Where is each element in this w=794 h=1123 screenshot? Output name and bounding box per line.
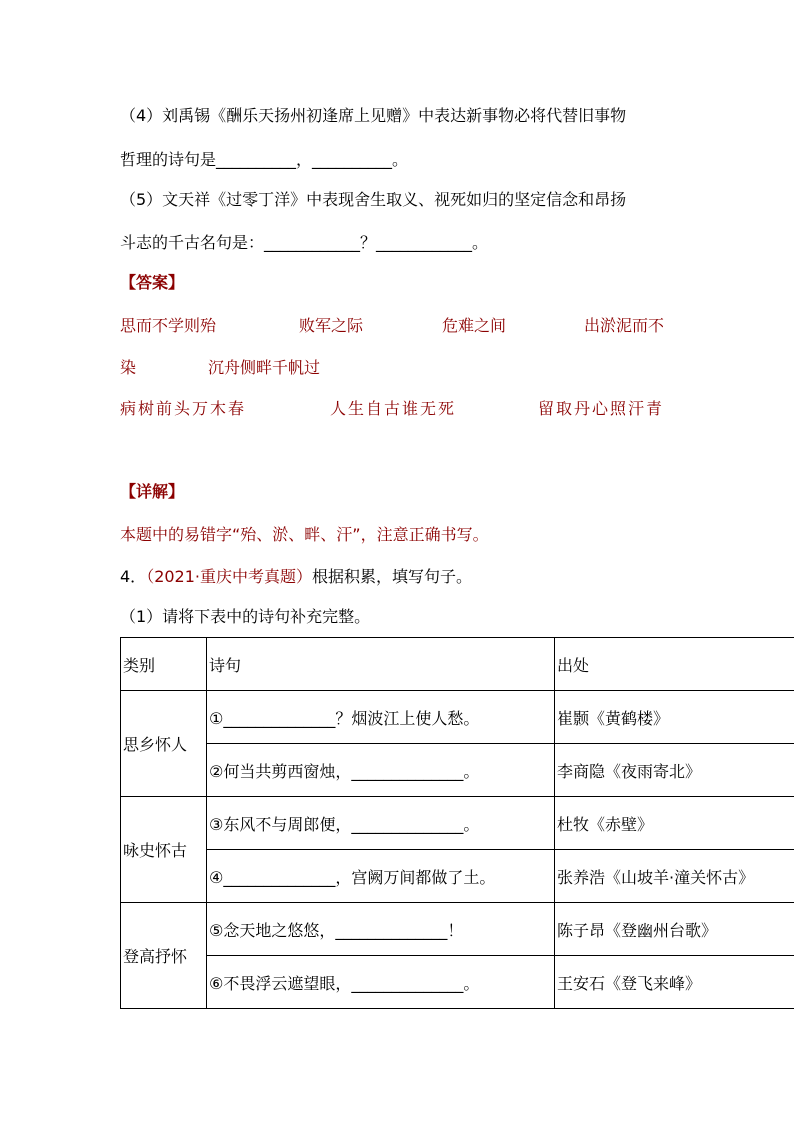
answer-item: 病树前头万木春 [120,399,247,418]
q4-title [120,567,472,587]
answer-item: 沉舟侧畔千帆过 [208,358,321,377]
verse-cell: ⑥不畏浮云遮望眼，______________。 [207,956,555,1009]
answer-item: 染 [120,358,137,377]
table-row [121,691,794,744]
header-category: 类别 [121,638,207,691]
q3-item4-line1: （4）刘禹锡《酬乐天扬州初逢席上见赠》中表达新事物必将代替旧事物 [120,106,627,125]
answer-item: 出淤泥而不 [584,316,665,335]
answer-item: 人生自古谁无死 [330,399,457,418]
source-cell: 张养浩《山坡羊·潼关怀古》 [555,850,794,903]
source-cell: 崔颢《黄鹤楼》 [555,691,794,744]
source-cell: 杜牧《赤壁》 [555,797,794,850]
category-cell: 登高抒怀 [121,903,207,1009]
category-cell: 咏史怀古 [121,797,207,903]
table-row [121,744,794,797]
verse-cell: ③东风不与周郎便，______________。 [207,797,555,850]
answer-item: 思而不学则殆 [120,316,217,335]
table-row [121,903,794,956]
explain-text: 本题中的易错字“殆、淤、畔、汗”，注意正确书写。 [120,525,489,544]
source-cell: 陈子昂《登幽州台歌》 [555,903,794,956]
header-verse: 诗句 [207,638,555,691]
header-source: 出处 [555,638,794,691]
q3-item5-line2: 斗志的千古名句是：____________？____________。 [120,233,489,252]
q4-prompt: 根据积累，填写句子。 [312,567,473,586]
q4-source: （2021·重庆中考真题） [146,567,312,586]
source-cell: 王安石《登飞来峰》 [555,956,794,1009]
explain-heading: 【详解】 [120,482,185,501]
q4-sub1: （1）请将下表中的诗句补充完整。 [120,607,371,626]
q3-item4-line2: 哲理的诗句是__________，__________。 [120,150,409,169]
q4-number: 4． [120,567,147,586]
category-cell: 思乡怀人 [121,691,207,797]
answer-item: 留取丹心照汗青 [538,399,665,418]
table-row [121,956,794,1009]
table-row [121,850,794,903]
q3-item5-line1: （5）文天祥《过零丁洋》中表现舍生取义、视死如归的坚定信念和昂扬 [120,190,627,209]
answer-item: 败军之际 [299,316,364,335]
source-cell: 李商隐《夜雨寄北》 [555,744,794,797]
verse-cell: ②何当共剪西窗烛，______________。 [207,744,555,797]
table-header-row [121,638,794,691]
verse-cell: ⑤念天地之悠悠，______________！ [207,903,555,956]
answer-item: 危难之间 [442,316,507,335]
verse-cell: ①______________？烟波江上使人愁。 [207,691,555,744]
verse-cell: ④______________，宫阙万间都做了土。 [207,850,555,903]
table-row [121,797,794,850]
poem-table [120,637,794,1009]
answer-heading: 【答案】 [120,273,185,292]
